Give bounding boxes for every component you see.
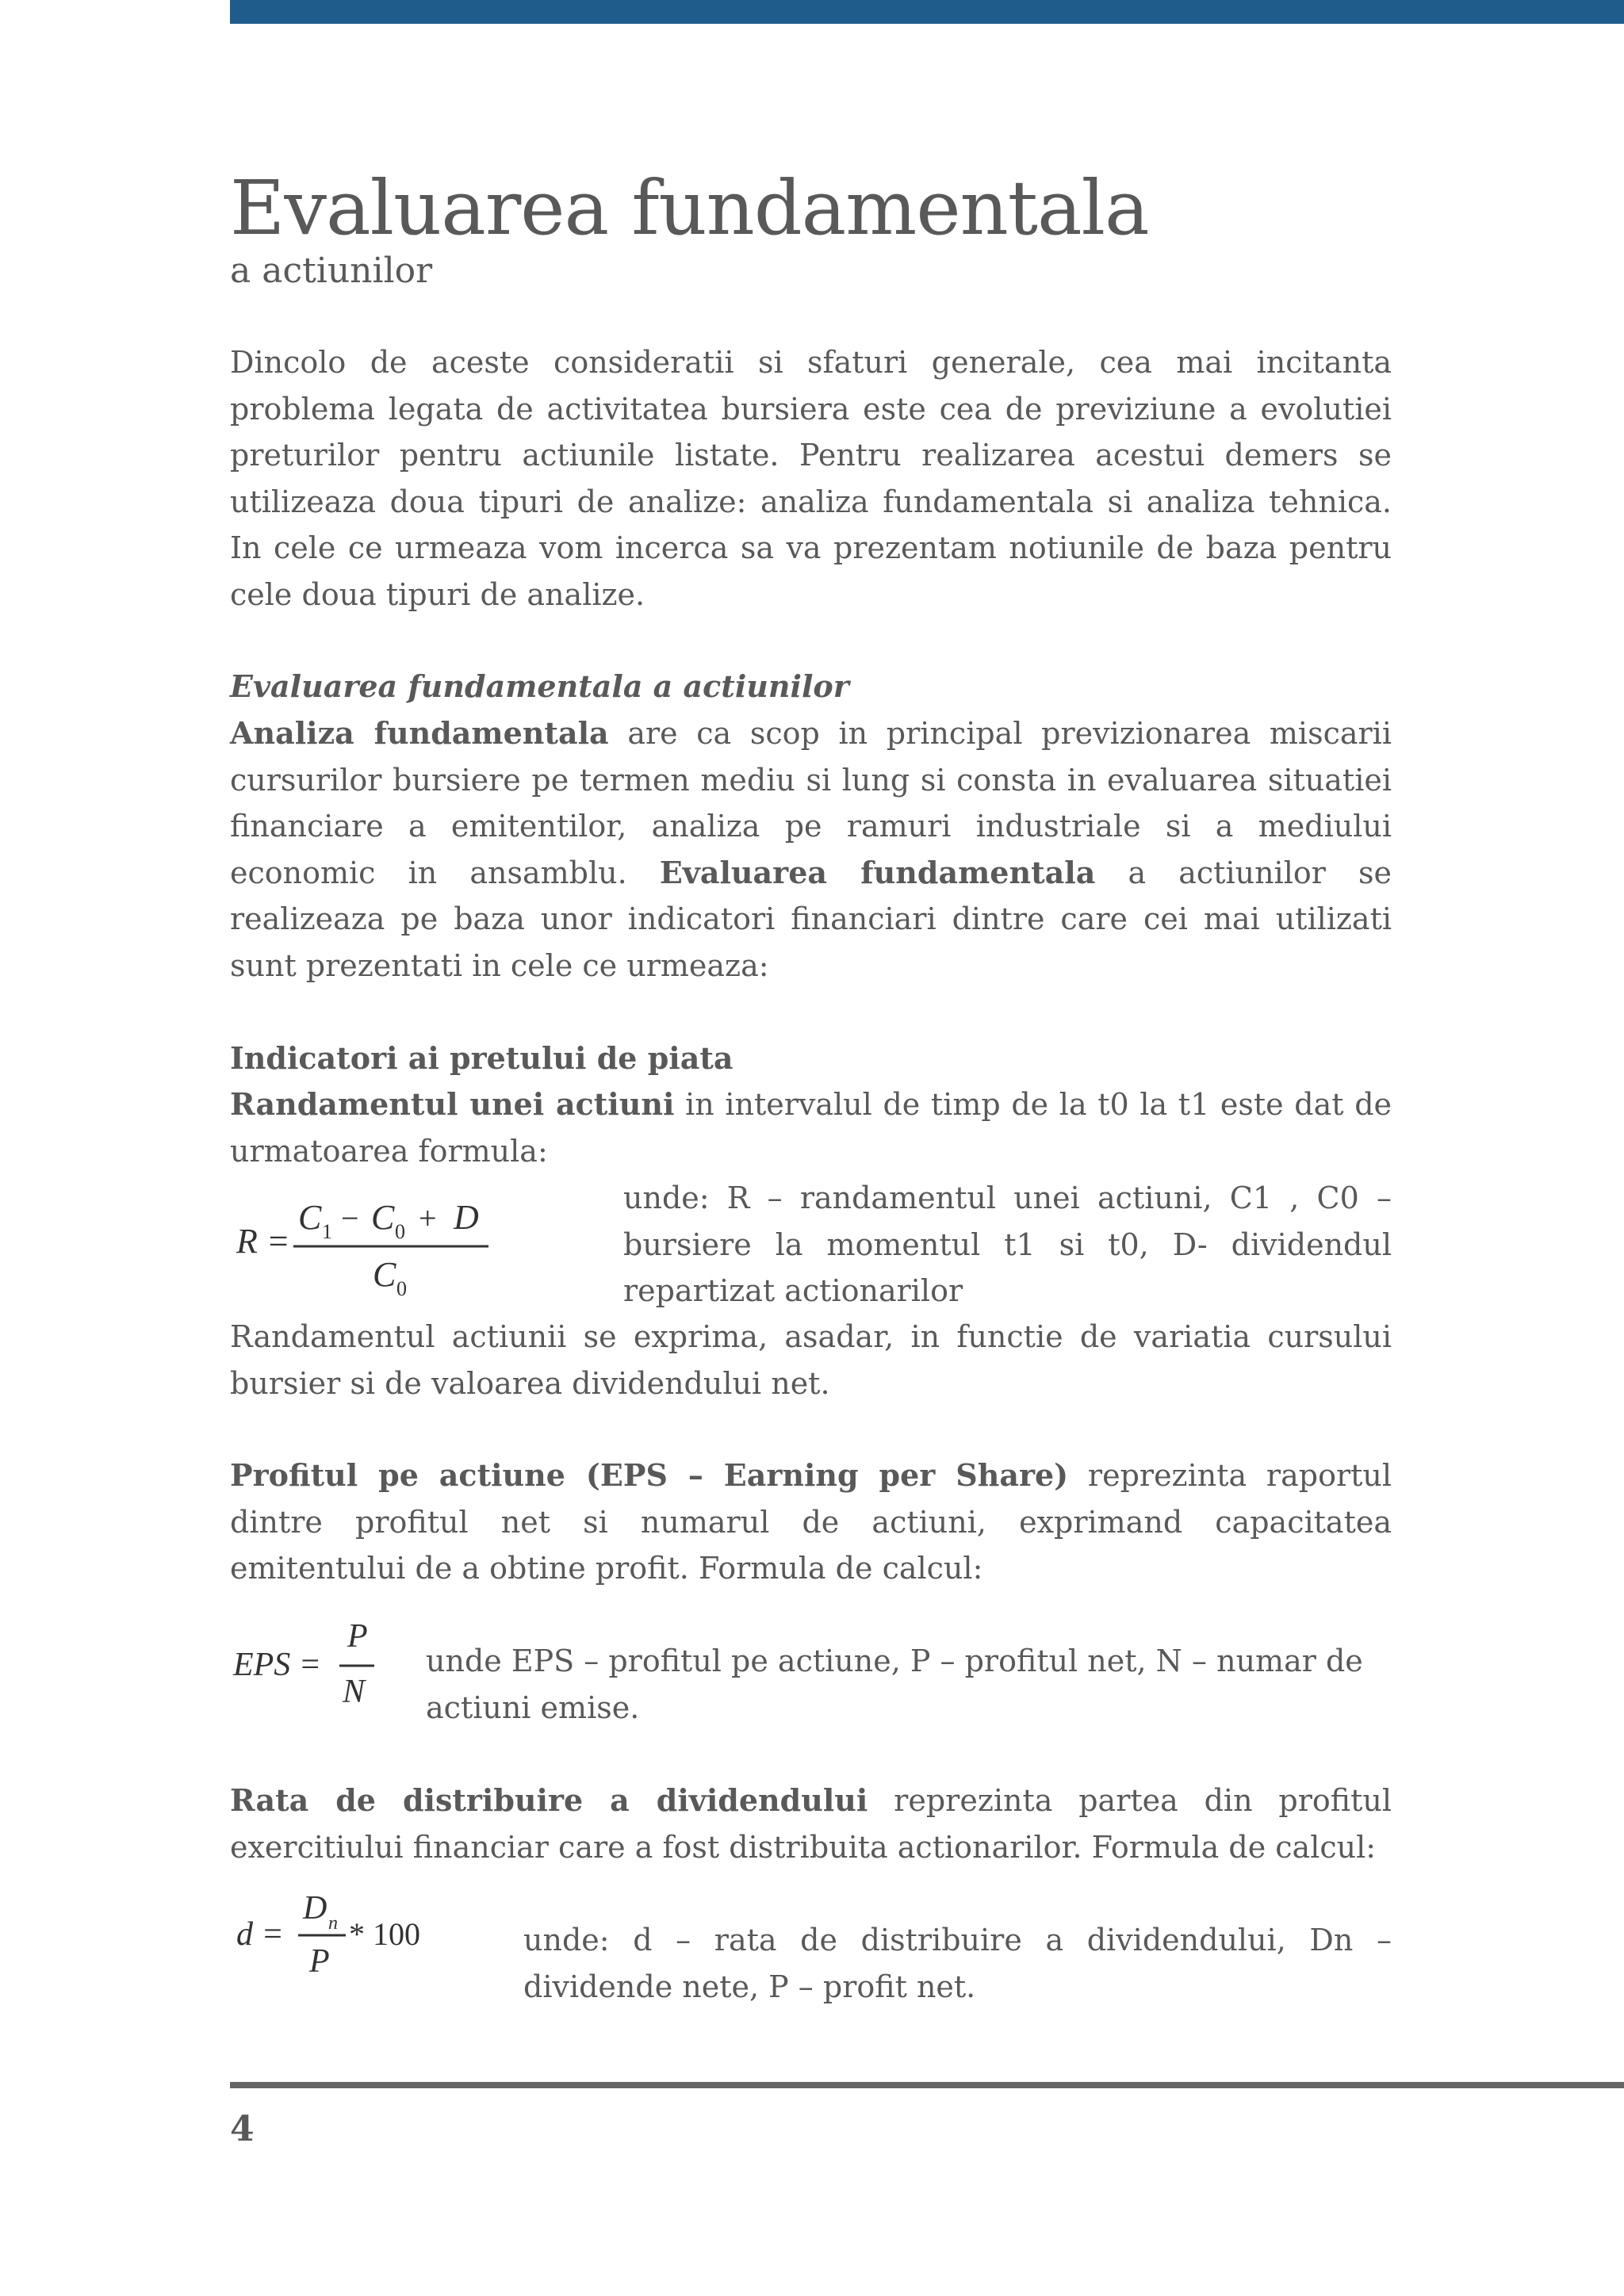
svg-text:D: D xyxy=(303,1890,327,1927)
rata-paragraph: Rata de distribuire a dividendului reprezinta partea din profitul exercitiului financiar care a fost distribuita actionarilor. Formula de calcul: xyxy=(230,1782,1392,1865)
randament-paragraph: Randamentul unei actiuni in intervalul de timp de la t0 la t1 este dat de urmatoarea formula: xyxy=(230,1086,1392,1169)
svg-text:C: C xyxy=(373,1255,396,1294)
section-heading-indicatori: Indicatori ai pretului de piata xyxy=(230,1040,733,1076)
formula-eps xyxy=(230,1613,404,1716)
svg-text:P: P xyxy=(347,1618,368,1655)
formula-randament-note: unde: R – randamentul unei actiuni, C1 , C0 – bursiere la momentul t1 si t0, D- dividendul repartizat actionarilor xyxy=(623,1181,1392,1308)
svg-text:D: D xyxy=(454,1198,479,1237)
intro-paragraph: Dincolo de aceste consideratii si sfaturi generale, cea mai incitanta problema legata de activitatea bursiera este cea de previziune a evolutiei preturilor pentru actiunile listate. Pentru realizarea acestui demers se utilizeaza doua tipuri de analize: analiza fundamentala si analiza tehnica. In cele ce urmeaza vom incerca sa va prezentam notiunile de baza pentru cele doua tipuri de analize. xyxy=(230,345,1392,612)
svg-text:n: n xyxy=(328,1913,338,1934)
analiza-paragraph: Analiza fundamentala are ca scop in principal previzionarea miscarii cursurilor bursiere pe termen mediu si lung si consta in evaluarea situatiei financiare a emitentilor, analiza pe ramuri industriale si a mediului economic in ansamblu. Evaluarea fundamentala a actiunilor se realizeaza pe baza unor indicatori financiari dintre care cei mai utilizati sunt prezentati in cele ce urmeaza: xyxy=(230,715,1392,983)
f1-lhs: R = xyxy=(236,1222,290,1261)
section-heading-evaluarea: Evaluarea fundamentala a actiunilor xyxy=(230,668,849,704)
term-analiza-fundamentala: Analiza fundamentala xyxy=(230,715,609,751)
header-accent-bar xyxy=(230,0,1624,24)
page-subtitle: a actiunilor xyxy=(230,251,433,291)
term-evaluarea-fundamentala: Evaluarea fundamentala xyxy=(659,854,1096,890)
svg-text:C: C xyxy=(371,1198,395,1237)
term-eps: Profitul pe actiune (EPS – Earning per Share) xyxy=(230,1457,1069,1493)
formula-randament xyxy=(230,1189,500,1308)
f2-lhs: EPS = xyxy=(233,1647,322,1683)
term-randamentul: Randamentul unei actiuni xyxy=(230,1086,675,1122)
svg-text:0: 0 xyxy=(396,1277,407,1300)
eps-paragraph: Profitul pe actiune (EPS – Earning per Share) reprezinta raportul dintre profitul net si numarul de actiuni, exprimand capacitatea emitentului de a obtine profit. Formula de calcul: xyxy=(230,1457,1392,1586)
svg-text:1: 1 xyxy=(322,1220,332,1243)
svg-text:N: N xyxy=(343,1674,366,1710)
svg-text:+: + xyxy=(419,1200,437,1236)
randament-after-paragraph: Randamentul actiunii se exprima, asadar, in functie de variatia cursului bursier si de valoarea dividendului net. xyxy=(230,1319,1392,1401)
page-title: Evaluarea fundamentala xyxy=(230,165,1149,252)
term-rata-distribuire: Rata de distribuire a dividendului xyxy=(230,1782,868,1818)
formula-eps-note: unde EPS – profitul pe actiune, P – profitul net, N – numar de actiuni emise. xyxy=(426,1644,1363,1725)
page-number: 4 xyxy=(230,2109,255,2149)
f3-lhs: d = xyxy=(236,1916,284,1953)
svg-text:−: − xyxy=(341,1200,359,1236)
svg-text:0: 0 xyxy=(395,1220,405,1243)
svg-text:C: C xyxy=(298,1198,322,1237)
svg-text:* 100: * 100 xyxy=(349,1916,420,1952)
formula-rata-note: unde: d – rata de distribuire a dividendului, Dn – dividende nete, P – profit net. xyxy=(523,1923,1392,2004)
svg-text:P: P xyxy=(309,1943,330,1980)
footer-rule xyxy=(230,2082,1624,2088)
formula-rata-dividend xyxy=(230,1883,460,1990)
